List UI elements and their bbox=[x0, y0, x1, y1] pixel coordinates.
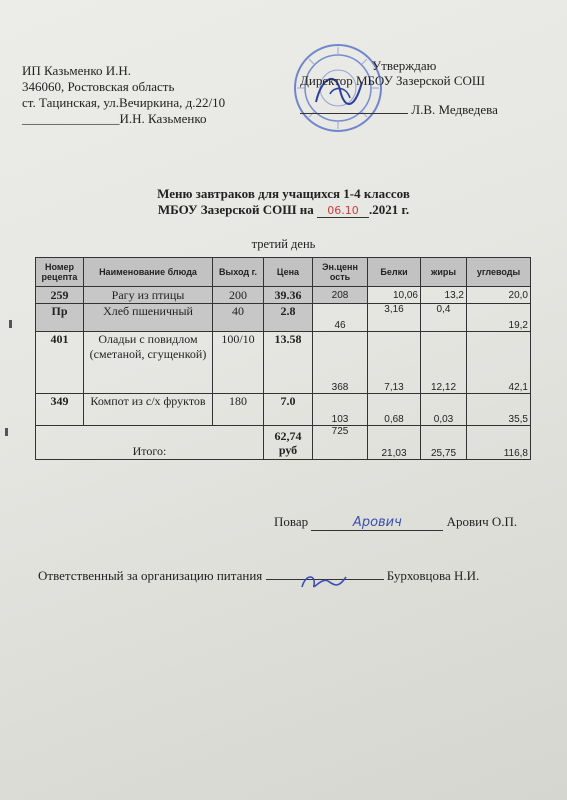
table-row bbox=[36, 287, 531, 304]
contractor-name: ИП Казьменко И.Н. bbox=[22, 63, 131, 78]
table-row bbox=[36, 304, 531, 332]
total-protein: 21,03 bbox=[368, 426, 421, 460]
cell-energy: 208 bbox=[313, 287, 368, 304]
menu-table bbox=[35, 257, 531, 460]
cell-protein: 10,06 bbox=[368, 287, 421, 304]
approve-label: Утверждаю bbox=[372, 58, 437, 73]
cell-fat: 12,12 bbox=[421, 332, 467, 394]
header-protein: Белки bbox=[368, 258, 421, 287]
cook-handwritten-signature: Арович bbox=[352, 515, 402, 530]
total-price: 62,74 руб bbox=[264, 426, 313, 460]
menu-title-line2 bbox=[0, 202, 567, 218]
cell-protein: 7,13 bbox=[368, 332, 421, 394]
cook-signature-row bbox=[274, 514, 517, 531]
cell-dish-name: Компот из с/х фруктов bbox=[84, 394, 213, 426]
total-energy: 725 bbox=[313, 426, 368, 460]
table-header-row bbox=[36, 258, 531, 287]
cell-price: 7.0 bbox=[264, 394, 313, 426]
cell-fat: 0,4 bbox=[421, 304, 467, 332]
header-carbs: углеводы bbox=[467, 258, 531, 287]
total-carbs: 116,8 bbox=[467, 426, 531, 460]
table-total-row bbox=[36, 426, 531, 460]
cell-carbs: 19,2 bbox=[467, 304, 531, 332]
school-name: МБОУ Зазерской СОШ на bbox=[157, 202, 314, 217]
responsible-signature-row bbox=[38, 568, 479, 584]
cell-price: 2.8 bbox=[264, 304, 313, 332]
table-row bbox=[36, 332, 531, 394]
responsible-label: Ответственный за организацию питания bbox=[38, 568, 263, 583]
cell-portion: 200 bbox=[213, 287, 264, 304]
cell-recipe-number: 349 bbox=[36, 394, 84, 426]
cell-energy: 46 bbox=[313, 304, 368, 332]
cell-fat: 0,03 bbox=[421, 394, 467, 426]
cell-portion: 40 bbox=[213, 304, 264, 332]
cook-name: Арович О.П. bbox=[446, 514, 518, 529]
signature-line bbox=[300, 113, 408, 114]
handwritten-date: 06.10 bbox=[317, 204, 369, 218]
margin-mark bbox=[9, 320, 12, 328]
total-label: Итого: bbox=[36, 426, 264, 460]
cell-carbs: 35,5 bbox=[467, 394, 531, 426]
year-label: .2021 г. bbox=[368, 202, 410, 217]
table-row bbox=[36, 394, 531, 426]
cell-dish-name: Хлеб пшеничный bbox=[84, 304, 213, 332]
day-label: третий день bbox=[251, 237, 316, 251]
header-fat: жиры bbox=[421, 258, 467, 287]
director-position: Директор МБОУ Зазерской СОШ bbox=[300, 73, 486, 88]
header-dish-name: Наименование блюда bbox=[84, 258, 213, 287]
header-recipe-number: Номер рецепта bbox=[36, 258, 84, 287]
cell-recipe-number: 259 bbox=[36, 287, 84, 304]
total-fat: 25,75 bbox=[421, 426, 467, 460]
cell-portion: 100/10 bbox=[213, 332, 264, 394]
margin-mark bbox=[5, 428, 8, 436]
cell-price: 13.58 bbox=[264, 332, 313, 394]
cell-carbs: 20,0 bbox=[467, 287, 531, 304]
cell-energy: 103 bbox=[313, 394, 368, 426]
contractor-signature-line: _______________И.Н. Казьменко bbox=[22, 111, 207, 126]
cell-protein: 3,16 bbox=[368, 304, 421, 332]
responsible-signature-line bbox=[266, 579, 384, 580]
cell-fat: 13,2 bbox=[421, 287, 467, 304]
header-price: Цена bbox=[264, 258, 313, 287]
cell-dish-name: Оладьи с повидлом (сметаной, сгущенкой) bbox=[84, 332, 213, 394]
menu-title: Меню завтраков для учащихся 1-4 классов bbox=[157, 186, 410, 201]
cook-label: Повар bbox=[274, 514, 309, 529]
cook-signature-line bbox=[311, 514, 443, 531]
header-energy: Эн.ценн ость bbox=[313, 258, 368, 287]
contractor-address: 346060, Ростовская область bbox=[22, 79, 175, 94]
responsible-handwritten-signature-icon bbox=[298, 571, 350, 593]
header-portion: Выход г. bbox=[213, 258, 264, 287]
cell-carbs: 42,1 bbox=[467, 332, 531, 394]
cell-portion: 180 bbox=[213, 394, 264, 426]
contractor-block bbox=[22, 63, 225, 127]
cell-protein: 0,68 bbox=[368, 394, 421, 426]
director-name: Л.В. Медведева bbox=[411, 102, 498, 117]
cell-price: 39.36 bbox=[264, 287, 313, 304]
contractor-street: ст. Тацинская, ул.Вечиркина, д.22/10 bbox=[22, 95, 226, 110]
director-signature bbox=[300, 102, 498, 118]
cell-recipe-number: Пр bbox=[36, 304, 84, 332]
cell-energy: 368 bbox=[313, 332, 368, 394]
cell-dish-name: Рагу из птицы bbox=[84, 287, 213, 304]
responsible-name: Бурховцова Н.И. bbox=[386, 568, 480, 583]
cell-recipe-number: 401 bbox=[36, 332, 84, 394]
